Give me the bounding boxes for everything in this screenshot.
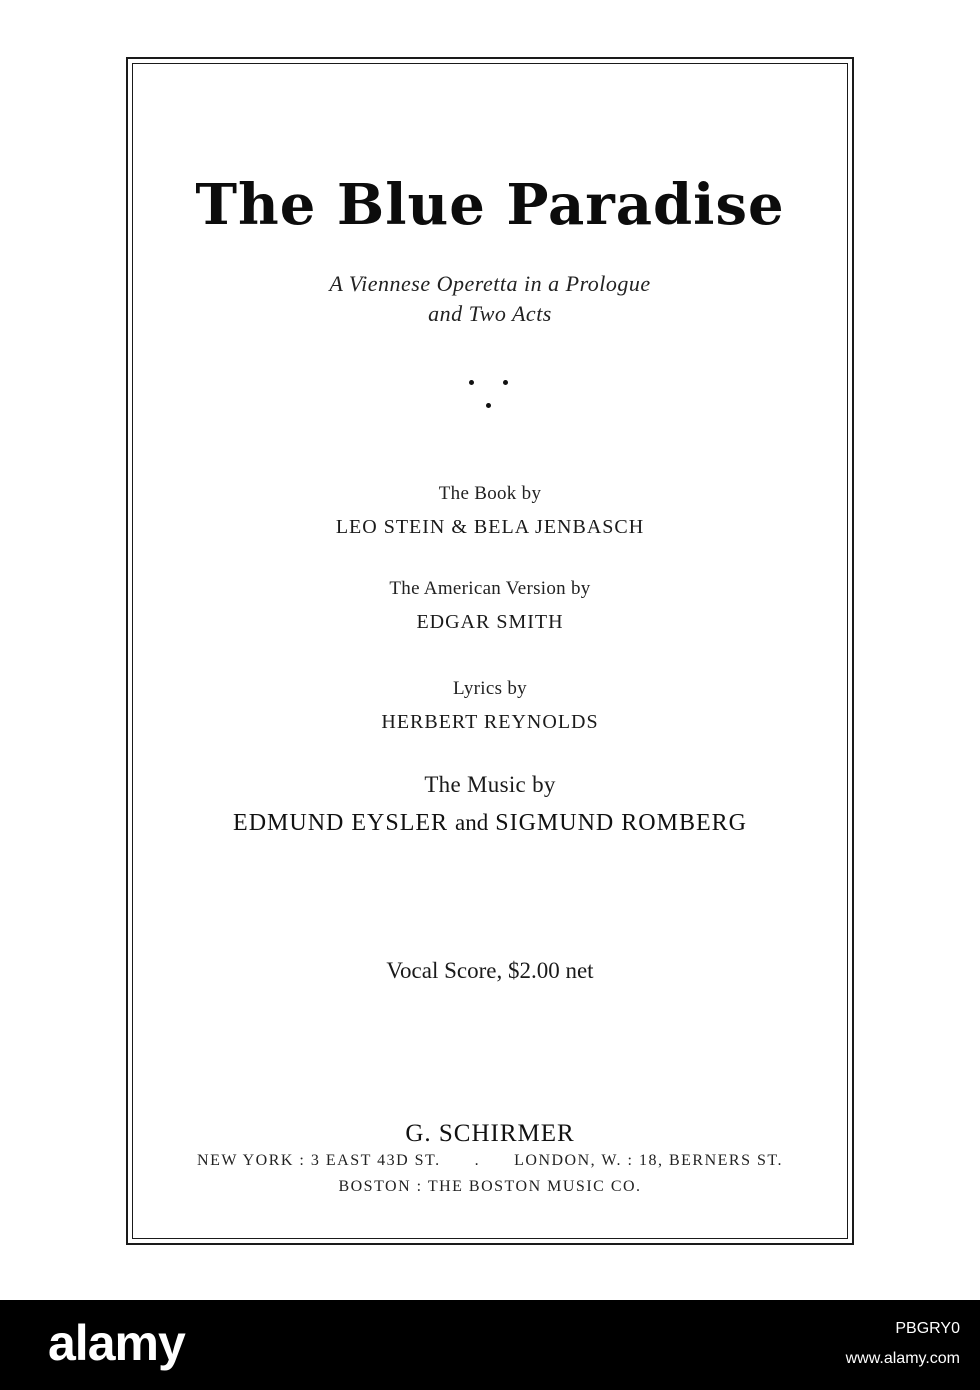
page-border-inner <box>132 63 848 1239</box>
address-boston: BOSTON : THE BOSTON MUSIC CO. <box>338 1178 642 1195</box>
watermark-image-id: PBGRY0 <box>895 1320 960 1337</box>
page-title: The Blue Paradise <box>195 172 785 238</box>
publisher-name: G. SCHIRMER <box>405 1120 575 1147</box>
address-separator: . <box>474 1152 481 1169</box>
composer-eysler: EDMUND EYSLER <box>233 810 449 836</box>
watermark-footer <box>0 1300 980 1390</box>
address-london: LONDON, W. : 18, BERNERS ST. <box>514 1152 783 1169</box>
ornament-dot-bottom <box>486 403 491 408</box>
publisher-addresses <box>0 1152 980 1170</box>
composer-romberg: SIGMUND ROMBERG <box>495 810 747 836</box>
american-version-author: EDGAR SMITH <box>416 611 564 633</box>
lyrics-author: HERBERT REYNOLDS <box>381 711 599 733</box>
watermark-brand: alamy <box>48 1315 185 1371</box>
subtitle-line-1: A Viennese Operetta in a Prologue <box>329 271 651 296</box>
composer-conjunction: and <box>455 810 489 835</box>
address-new-york: NEW YORK : 3 EAST 43D ST. <box>197 1152 441 1169</box>
ornament-dot-left <box>469 380 474 385</box>
subtitle-line-2: and Two Acts <box>428 301 552 326</box>
book-authors: LEO STEIN & BELA JENBASCH <box>335 516 645 538</box>
lyrics-label: Lyrics by <box>453 678 527 699</box>
book-label: The Book by <box>438 483 542 504</box>
music-composers <box>0 810 980 837</box>
american-version-label: The American Version by <box>389 578 591 599</box>
music-label: The Music by <box>424 772 556 797</box>
ornament-dot-right <box>503 380 508 385</box>
watermark-site: www.alamy.com <box>845 1350 960 1367</box>
vocal-score-price: Vocal Score, $2.00 net <box>386 958 594 983</box>
